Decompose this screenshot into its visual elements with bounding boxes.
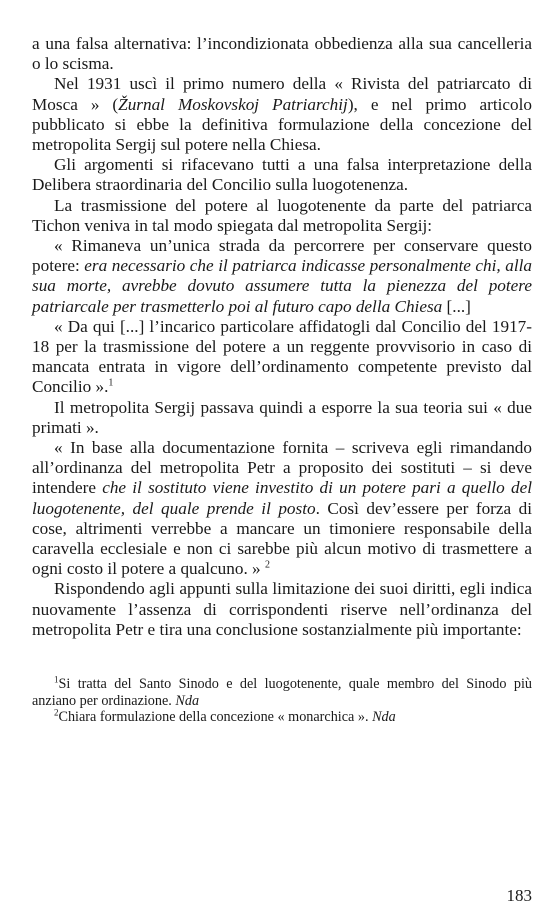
footnotes	[32, 676, 532, 726]
journal-title: Žurnal Moskovskoj Patriarchij	[118, 94, 348, 114]
paragraph: Il metropolita Sergij passava quindi a esporre la sua teoria sui « due primati ».	[32, 397, 532, 437]
footnote-ref[interactable]: 2	[264, 559, 270, 571]
paragraph: Gli argomenti si rifacevano tutti a una falsa interpretazione della Delibera straordinaria del Concilio sulla luogotenenza.	[32, 155, 532, 195]
paragraph: Nel 1931 uscì il primo numero della « Rivista del patriarcato di Mosca » (Žurnal Moskovskoj Patriarchij), e nel primo articolo pubblicato si ebbe la definitiva formulazione della concezione del metropolita Sergij sul potere nella Chiesa.	[32, 74, 533, 155]
footnote-tag: Nda	[372, 709, 396, 726]
quotation: « Da qui [...] l’incarico particolare affidatogli dal Concilio del 1917-18 per la trasmissione del potere a un reggente provvisorio in caso di mancata entrata in vigore dell’ordinamento competente previsto dal Concilio ».$^1$	[32, 316, 532, 397]
footnote: $^1$Si tratta del Santo Sinodo e del luogotenente, quale membro del Sinodo più anziano per ordinazione. Nda	[32, 674, 532, 709]
footnote: $^2$Chiara formulazione della concezione « monarchica ». Nda	[54, 707, 396, 726]
footnote-number: 1	[54, 674, 59, 685]
body-text	[32, 34, 532, 640]
footnote-ref[interactable]: 1	[108, 377, 114, 389]
page-number: 183	[506, 886, 532, 905]
footnote-number: 2	[54, 707, 59, 718]
quotation: « In base alla documentazione fornita – scriveva egli rimandando all’ordinanza del metropolita Petr a proposito dei sostituti – si deve intendere che il sostituto viene investito di un potere pari a quello del luogotenente, del quale prende il posto. Così dev’essere per forza di cose, altrimenti verrebbe a mancare un timoniere responsabile della caravella ecclesiale e non ci sarebbe più alcun motivo di trasmettere a ogni costo il potere a qualcuno. » $^2$	[32, 438, 532, 579]
paragraph: La trasmissione del potere al luogotenente da parte del patriarca Tichon veniva in tal modo spiegata dal metropolita Sergij:	[32, 195, 532, 235]
italic-emphasis: era necessario che il patriarca indicasse personalmente chi, alla sua morte, avrebbe dovuto assumere tutta la pienezza del potere patriarcale per trasmetterlo poi al futuro capo della Chiesa	[32, 256, 532, 316]
quotation: « Rimaneva un’unica strada da percorrere per conservare questo potere: era necessario che il patriarca indicasse personalmente chi, alla sua morte, avrebbe dovuto assumere tutta la pienezza del potere patriarcale per trasmetterlo poi al futuro capo della Chiesa [...]	[32, 236, 532, 316]
footnote-tag: Nda	[175, 692, 200, 709]
paragraph: Rispondendo agli appunti sulla limitazione dei suoi diritti, egli indica nuovamente l’assenza di corrispondenti riserve nell’ordinanza del metropolita Petr e tira una conclusione sostanzialmente più importante:	[32, 579, 532, 639]
italic-emphasis: che il sostituto viene investito di un potere pari a quello del luogotenente, del quale prende il posto	[32, 478, 532, 518]
paragraph: a una falsa alternativa: l’incondizionata obbedienza alla sua cancelleria o lo scisma.	[32, 34, 532, 74]
